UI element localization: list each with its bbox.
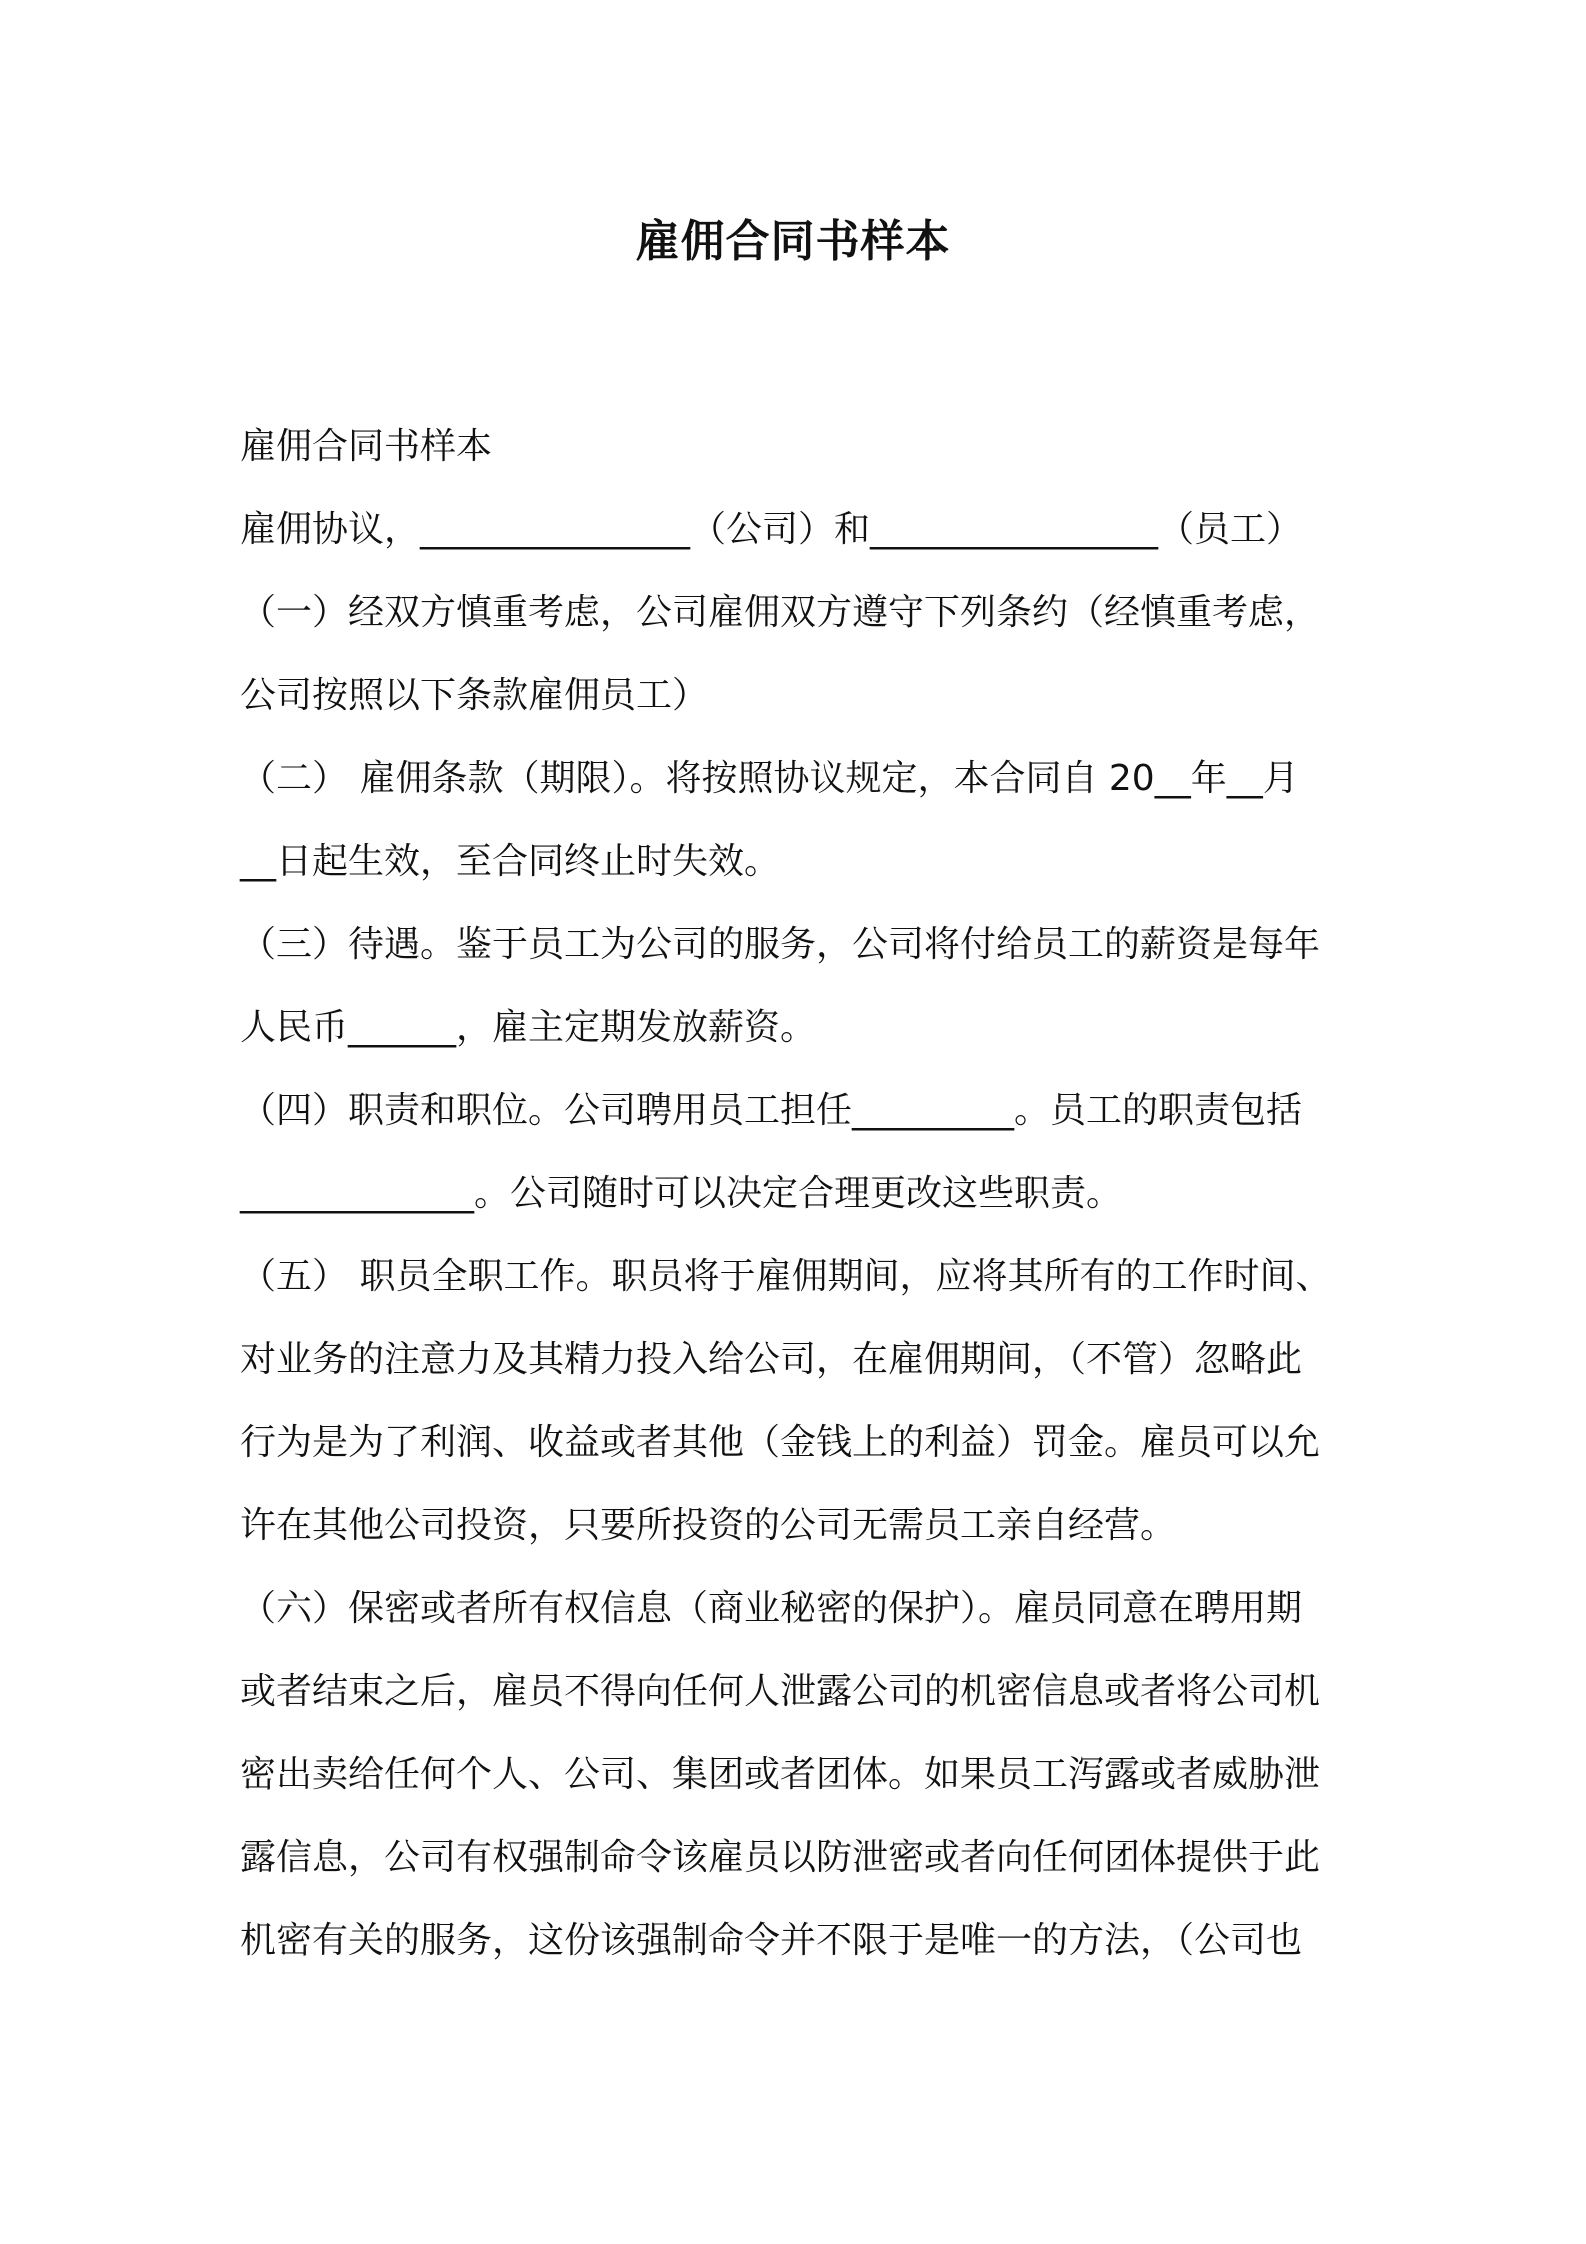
document-title: 雇佣合同书样本 (635, 216, 951, 267)
body-line: _____________。公司随时可以决定合理更改这些职责。 (240, 1173, 1123, 1214)
body-line: （二） 雇佣条款（期限）。将按照协议规定，本合同自 20__年__月 (240, 758, 1299, 799)
body-line: （四）职责和职位。公司聘用员工担任_________。员工的职责包括 (240, 1090, 1303, 1131)
body-line: 人民币______，雇主定期发放薪资。 (240, 1007, 817, 1048)
body-line: 或者结束之后，雇员不得向任何人泄露公司的机密信息或者将公司机 (240, 1671, 1321, 1712)
body-line: 露信息，公司有权强制命令该雇员以防泄密或者向任何团体提供于此 (240, 1837, 1321, 1878)
body-line: （一）经双方慎重考虑，公司雇佣双方遵守下列条约（经慎重考虑， (240, 592, 1321, 633)
body-line: 许在其他公司投资，只要所投资的公司无需员工亲自经营。 (240, 1505, 1177, 1546)
body-line: （六）保密或者所有权信息（商业秘密的保护）。雇员同意在聘用期 (240, 1588, 1303, 1629)
body-line: __日起生效，至合同终止时失效。 (240, 841, 781, 882)
body-line: 公司按照以下条款雇佣员工） (240, 675, 709, 716)
body-line: 对业务的注意力及其精力投入给公司，在雇佣期间，（不管）忽略此 (240, 1339, 1303, 1380)
body-line: 雇佣协议，_______________（公司）和________________（员工） (240, 509, 1303, 550)
document-body (240, 405, 1350, 1982)
body-line: （五） 职员全职工作。职员将于雇佣期间，应将其所有的工作时间、 (240, 1256, 1332, 1297)
body-line: 密出卖给任何个人、公司、集团或者团体。如果员工泻露或者威胁泄 (240, 1754, 1321, 1795)
body-line: （三）待遇。鉴于员工为公司的服务，公司将付给员工的薪资是每年 (240, 924, 1321, 965)
body-line: 机密有关的服务，这份该强制命令并不限于是唯一的方法，（公司也 (240, 1920, 1303, 1961)
body-line: 雇佣合同书样本 (240, 426, 493, 467)
body-line: 行为是为了利润、收益或者其他（金钱上的利益）罚金。雇员可以允 (240, 1422, 1321, 1463)
